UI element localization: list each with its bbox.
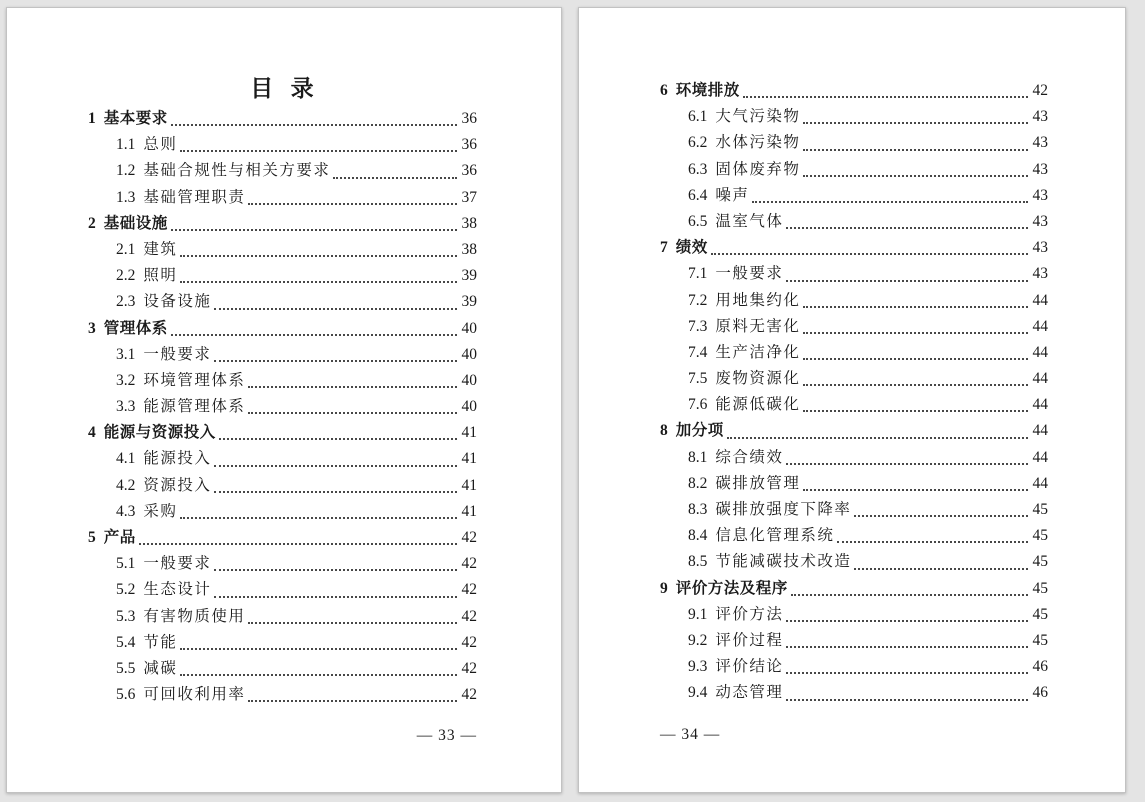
- toc-entry-number: 7.4: [688, 343, 708, 361]
- toc-entry-label: 一般要求: [715, 265, 784, 283]
- page-33-content: [7, 8, 561, 744]
- toc-entry-label: 一般要求: [143, 345, 212, 363]
- toc-entry: [660, 576, 1048, 602]
- toc-entry-number: 2.1: [116, 240, 136, 258]
- toc-entry: [660, 78, 1048, 104]
- toc-entry: [660, 157, 1048, 183]
- toc-entry-label: 碳排放管理: [715, 474, 801, 492]
- toc-entry-page: 41: [461, 424, 477, 442]
- page-34: [578, 7, 1126, 793]
- toc-entry: [88, 525, 477, 551]
- toc-entry-number: 9.1: [688, 605, 708, 623]
- toc-entry-page: 42: [461, 581, 477, 599]
- toc-entry-label: 绩效: [675, 239, 708, 257]
- page-34-content: [579, 8, 1125, 743]
- toc-entry: [88, 420, 477, 446]
- toc-list-right: [660, 78, 1048, 707]
- page-footer-34: — 34 —: [660, 725, 721, 743]
- dot-leader: [180, 263, 457, 283]
- toc-entry-label: 碳排放强度下降率: [715, 501, 852, 518]
- dot-leader: [752, 183, 1028, 203]
- dot-leader: [727, 418, 1028, 438]
- toc-entry-label: 能源管理体系: [143, 398, 246, 416]
- toc-entry-page: 45: [1032, 579, 1048, 597]
- dot-leader: [180, 630, 457, 650]
- toc-entry-label: 评价方法及程序: [675, 579, 788, 597]
- toc-entry-number: 6: [660, 82, 668, 99]
- toc-entry-page: 42: [1032, 82, 1048, 99]
- toc-entry-page: 38: [461, 214, 477, 232]
- toc-entry-number: 4.2: [116, 476, 136, 494]
- toc-entry-label: 能源投入: [143, 450, 212, 468]
- toc-entry-number: 3: [88, 319, 96, 337]
- toc-entry-number: 7.3: [688, 317, 708, 335]
- toc-entry-number: 2: [88, 214, 96, 232]
- dot-leader: [803, 366, 1028, 386]
- toc-entry-page: 43: [1032, 239, 1048, 257]
- dot-leader: [854, 549, 1028, 569]
- toc-entry-number: 8.1: [688, 448, 708, 466]
- toc-entry-label: 大气污染物: [715, 108, 801, 126]
- toc-entry: [660, 183, 1048, 209]
- toc-entry-number: 7.5: [688, 370, 708, 388]
- toc-entry-label: 建筑: [143, 240, 178, 258]
- toc-entry-page: 44: [1032, 422, 1048, 440]
- toc-entry: [88, 473, 477, 499]
- dot-leader: [171, 106, 457, 126]
- toc-entry-number: 8: [660, 422, 668, 440]
- toc-entry-number: 8.2: [688, 474, 708, 492]
- dot-leader: [786, 602, 1028, 622]
- toc-entry-number: 5: [88, 529, 96, 546]
- toc-entry-page: 42: [461, 529, 477, 546]
- toc-entry-page: 45: [1032, 553, 1048, 571]
- toc-entry: [88, 656, 477, 682]
- toc-entry: [88, 394, 477, 420]
- toc-entry: [88, 446, 477, 472]
- dot-leader: [803, 314, 1028, 334]
- toc-entry-label: 减碳: [143, 659, 178, 677]
- toc-entry-number: 9.2: [688, 631, 708, 649]
- toc-entry-label: 节能减碳技术改造: [715, 553, 852, 571]
- toc-entry-page: 43: [1032, 108, 1048, 126]
- toc-entry-label: 设备设施: [143, 293, 212, 311]
- toc-entry-label: 管理体系: [103, 319, 168, 337]
- toc-entry: [88, 604, 477, 630]
- toc-entry-label: 环境管理体系: [143, 371, 246, 389]
- toc-entry: [88, 237, 477, 263]
- toc-entry-number: 6.3: [688, 160, 708, 178]
- toc-title: 目 录: [250, 75, 315, 101]
- dot-leader: [803, 288, 1028, 308]
- toc-entry-number: 2.3: [116, 293, 136, 311]
- toc-entry-label: 可回收利用率: [143, 686, 246, 704]
- toc-entry-number: 3.1: [116, 345, 136, 363]
- toc-entry: [660, 654, 1048, 680]
- toc-entry-label: 基础设施: [103, 214, 168, 232]
- toc-entry-number: 7: [660, 239, 668, 257]
- toc-entry-label: 综合绩效: [715, 448, 784, 466]
- toc-entry-label: 水体污染物: [715, 134, 801, 152]
- toc-entry-label: 评价方法: [715, 605, 784, 623]
- dot-leader: [803, 104, 1028, 124]
- dot-leader: [248, 368, 457, 388]
- dot-leader: [219, 420, 457, 440]
- dot-leader: [180, 132, 457, 152]
- toc-entry-page: 43: [1032, 265, 1048, 283]
- page-33: [6, 7, 562, 793]
- toc-entry: [660, 392, 1048, 418]
- toc-entry-page: 40: [461, 398, 477, 416]
- toc-entry-label: 温室气体: [715, 212, 784, 230]
- toc-entry-page: 45: [1032, 631, 1048, 649]
- toc-entry-page: 40: [461, 319, 477, 337]
- toc-entry-number: 5.1: [116, 555, 136, 573]
- toc-entry-number: 4: [88, 424, 96, 442]
- toc-entry: [660, 288, 1048, 314]
- toc-entry-label: 生态设计: [143, 581, 212, 599]
- toc-entry: [88, 551, 477, 577]
- toc-entry-number: 1.1: [116, 136, 136, 154]
- dot-leader: [248, 394, 457, 414]
- toc-entry: [660, 602, 1048, 628]
- toc-entry-label: 生产洁净化: [715, 343, 801, 361]
- toc-entry-label: 基础合规性与相关方要求: [143, 162, 331, 180]
- dot-leader: [214, 446, 457, 466]
- toc-entry-label: 信息化管理系统: [715, 527, 835, 545]
- toc-entry-label: 噪声: [715, 186, 750, 204]
- toc-entry: [660, 549, 1048, 575]
- toc-entry-page: 41: [461, 450, 477, 468]
- toc-entry-page: 41: [461, 502, 477, 520]
- toc-entry-number: 5.5: [116, 659, 136, 677]
- toc-entry: [660, 261, 1048, 287]
- toc-entry: [88, 106, 477, 132]
- toc-entry-page: 43: [1032, 160, 1048, 178]
- toc-entry-label: 节能: [143, 633, 178, 651]
- dot-leader: [214, 289, 457, 309]
- toc-entry-number: 9.3: [688, 658, 708, 676]
- dot-leader: [214, 342, 457, 362]
- dot-leader: [803, 471, 1028, 491]
- toc-entry-page: 44: [1032, 474, 1048, 492]
- dot-leader: [711, 235, 1028, 255]
- toc-entry: [88, 158, 477, 184]
- toc-entry-page: 42: [461, 686, 477, 704]
- dot-leader: [171, 211, 457, 231]
- toc-entry-number: 6.1: [688, 108, 708, 126]
- toc-entry-number: 4.1: [116, 450, 136, 468]
- toc-entry-page: 44: [1032, 396, 1048, 414]
- toc-entry-page: 44: [1032, 291, 1048, 309]
- toc-entry-number: 8.4: [688, 527, 708, 545]
- dot-leader: [180, 656, 457, 676]
- toc-entry-page: 43: [1032, 134, 1048, 152]
- toc-entry-number: 6.2: [688, 134, 708, 152]
- toc-entry: [660, 314, 1048, 340]
- dot-leader: [803, 130, 1028, 150]
- toc-entry: [88, 211, 477, 237]
- toc-entry: [660, 497, 1048, 523]
- dot-leader: [803, 392, 1028, 412]
- toc-entry: [88, 263, 477, 289]
- dot-leader: [837, 523, 1028, 543]
- toc-entry-page: 41: [461, 476, 477, 494]
- toc-entry: [660, 104, 1048, 130]
- toc-entry-label: 能源低碳化: [715, 396, 801, 414]
- dot-leader: [854, 497, 1028, 517]
- toc-entry-page: 44: [1032, 448, 1048, 466]
- toc-entry-page: 36: [461, 110, 477, 127]
- toc-entry: [88, 316, 477, 342]
- toc-entry-page: 40: [461, 371, 477, 389]
- toc-entry: [660, 523, 1048, 549]
- toc-entry: [88, 342, 477, 368]
- toc-entry-label: 加分项: [675, 422, 724, 440]
- toc-entry-number: 5.4: [116, 633, 136, 651]
- dot-leader: [786, 209, 1028, 229]
- dot-leader: [214, 551, 457, 571]
- toc-entry-number: 7.1: [688, 265, 708, 283]
- toc-entry: [88, 368, 477, 394]
- toc-entry: [660, 130, 1048, 156]
- toc-entry-page: 37: [461, 188, 477, 206]
- toc-entry-label: 能源与资源投入: [103, 424, 216, 442]
- dot-leader: [786, 445, 1028, 465]
- toc-entry-number: 3.3: [116, 398, 136, 416]
- toc-entry-label: 有害物质使用: [143, 607, 246, 625]
- toc-entry-number: 4.3: [116, 502, 136, 520]
- toc-entry-label: 照明: [143, 267, 178, 285]
- toc-entry-number: 1.2: [116, 162, 136, 180]
- toc-entry-page: 43: [1032, 212, 1048, 230]
- toc-entry-page: 42: [461, 607, 477, 625]
- toc-entry-number: 9.4: [688, 684, 708, 702]
- toc-entry-number: 5.3: [116, 607, 136, 625]
- toc-entry-label: 评价过程: [715, 631, 784, 649]
- dot-leader: [248, 682, 457, 702]
- toc-entry-number: 9: [660, 579, 668, 597]
- toc-entry-label: 固体废弃物: [715, 160, 801, 178]
- page-footer-33: — 33 —: [416, 727, 477, 745]
- toc-entry-page: 39: [461, 267, 477, 285]
- toc-entry-page: 44: [1032, 343, 1048, 361]
- toc-entry: [660, 340, 1048, 366]
- toc-entry-number: 7.6: [688, 396, 708, 414]
- toc-entry-label: 废物资源化: [715, 370, 801, 388]
- toc-entry-label: 动态管理: [715, 684, 784, 702]
- toc-entry-number: 8.5: [688, 553, 708, 571]
- toc-entry-number: 3.2: [116, 371, 136, 389]
- toc-entry: [88, 289, 477, 315]
- toc-entry-number: 8.3: [688, 501, 708, 518]
- dot-leader: [214, 577, 457, 597]
- toc-entry-page: 45: [1032, 501, 1048, 518]
- toc-entry: [88, 682, 477, 708]
- toc-entry-number: 5.2: [116, 581, 136, 599]
- toc-entry-number: 6.5: [688, 212, 708, 230]
- toc-entry-number: 1: [88, 110, 96, 127]
- toc-entry-label: 资源投入: [143, 476, 212, 494]
- toc-entry: [660, 628, 1048, 654]
- toc-entry-page: 44: [1032, 370, 1048, 388]
- dot-leader: [333, 158, 457, 178]
- toc-entry: [660, 235, 1048, 261]
- toc-entry-label: 总则: [143, 136, 178, 154]
- toc-entry-page: 46: [1032, 658, 1048, 676]
- toc-entry-label: 原料无害化: [715, 317, 801, 335]
- toc-entry: [660, 209, 1048, 235]
- toc-entry-page: 43: [1032, 186, 1048, 204]
- toc-entry: [88, 577, 477, 603]
- toc-entry-label: 采购: [143, 502, 178, 520]
- toc-entry-label: 产品: [103, 529, 136, 546]
- toc-entry-page: 42: [461, 633, 477, 651]
- toc-entry-label: 评价结论: [715, 658, 784, 676]
- toc-entry: [660, 366, 1048, 392]
- toc-entry-page: 39: [461, 293, 477, 311]
- dot-leader: [139, 525, 457, 545]
- dot-leader: [180, 237, 457, 257]
- toc-entry: [660, 445, 1048, 471]
- dot-leader: [786, 654, 1028, 674]
- toc-entry: [660, 471, 1048, 497]
- toc-entry-page: 42: [461, 555, 477, 573]
- toc-entry-page: 44: [1032, 317, 1048, 335]
- toc-entry-label: 基础管理职责: [143, 188, 246, 206]
- dot-leader: [248, 185, 457, 205]
- toc-entry-label: 环境排放: [675, 82, 740, 99]
- toc-entry-page: 45: [1032, 605, 1048, 623]
- toc-entry-number: 2.2: [116, 267, 136, 285]
- toc-entry: [660, 680, 1048, 706]
- toc-entry-number: 5.6: [116, 686, 136, 704]
- toc-entry-label: 基本要求: [103, 110, 168, 127]
- toc-entry: [88, 132, 477, 158]
- toc-entry: [88, 185, 477, 211]
- toc-entry-number: 1.3: [116, 188, 136, 206]
- dot-leader: [803, 340, 1028, 360]
- toc-entry-page: 45: [1032, 527, 1048, 545]
- toc-entry-page: 46: [1032, 684, 1048, 702]
- toc-entry-label: 用地集约化: [715, 291, 801, 309]
- toc-entry-page: 38: [461, 240, 477, 258]
- dot-leader: [248, 604, 457, 624]
- toc-entry-page: 42: [461, 659, 477, 677]
- dot-leader: [786, 680, 1028, 700]
- dot-leader: [786, 628, 1028, 648]
- toc-entry-number: 6.4: [688, 186, 708, 204]
- toc-entry: [88, 630, 477, 656]
- toc-list-left: [88, 106, 477, 708]
- dot-leader: [803, 157, 1028, 177]
- toc-entry-page: 36: [461, 162, 477, 180]
- toc-entry-label: 一般要求: [143, 555, 212, 573]
- dot-leader: [171, 316, 457, 336]
- toc-entry-page: 36: [461, 136, 477, 154]
- dot-leader: [180, 499, 457, 519]
- toc-entry: [88, 499, 477, 525]
- dot-leader: [743, 78, 1028, 98]
- toc-entry-number: 7.2: [688, 291, 708, 309]
- toc-entry-page: 40: [461, 345, 477, 363]
- dot-leader: [786, 261, 1028, 281]
- toc-entry: [660, 418, 1048, 444]
- dot-leader: [791, 576, 1028, 596]
- dot-leader: [214, 473, 457, 493]
